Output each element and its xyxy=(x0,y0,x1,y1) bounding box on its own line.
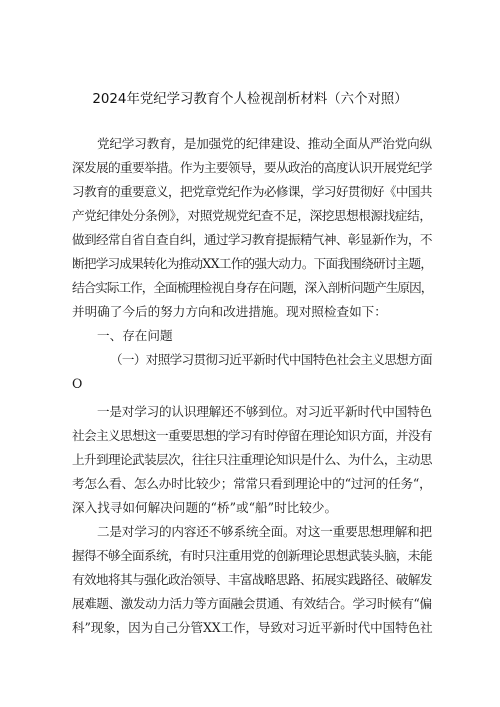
paragraph-line: 结合实际工作，全面梳理检视自身存在问题，深入剖析问题产生原因， xyxy=(72,280,433,295)
paragraph-line: 社会主义思想这一重要思想的学习有时停留在理论知识方面，并没有 xyxy=(72,428,432,443)
paragraph-line: 做到经常自省自查自纠，通过学习教育提振精气神、彰显新作为，不 xyxy=(72,232,432,247)
paragraph-line: 上升到理论武装层次，往往只注重理论知识是什么、为什么，主动思 xyxy=(72,452,432,467)
paragraph-line: 科”现象，因为自己分管XX工作，导致对习近平新时代中国特色社 xyxy=(72,620,433,635)
paragraph-line: 党纪学习教育，是加强党的纪律建设、推动全面从严治党向纵 xyxy=(97,136,432,151)
paragraph-line: 习教育的重要意义，把党章党纪作为必修课，学习好贯彻好《中国共 xyxy=(72,184,432,199)
paragraph-line: 断把学习成果转化为推动XX工作的强大动力。下面我围绕研讨主题， xyxy=(72,256,433,271)
paragraph-line: 产党纪律处分条例》，对照党规党纪查不足，深挖思想根源找症结， xyxy=(72,208,432,223)
paragraph-line: 二是对学习的内容还不够系统全面。对这一重要思想理解和把 xyxy=(97,524,432,539)
paragraph-line: 有效地将其与强化政治领导、丰富战略思路、拓展实践路径、破解发 xyxy=(72,572,432,587)
paragraph-line: 握得不够全面系统，有时只注重用党的创新理论思想武装头脑，未能 xyxy=(72,548,432,563)
subsection-heading: （一）对照学习贯彻习近平新时代中国特色社会主义思想方面 xyxy=(110,352,432,367)
paragraph-line: 深入找寻如何解决问题的“桥”或“船”时比较少。 xyxy=(72,500,338,515)
paragraph-line: 并明确了今后的努力方向和改进措施。现对照检查如下： xyxy=(72,304,387,319)
paragraph-line: 考怎么看、怎么办时比较少；常常只看到理论中的“过河的任务“， xyxy=(72,476,432,491)
paragraph-line: 一是对学习的认识理解还不够到位。对习近平新时代中国特色 xyxy=(97,404,432,419)
subsection-heading-continuation: O xyxy=(72,376,83,391)
section-heading: 一、存在问题 xyxy=(97,328,173,343)
document-title: 2024年党纪学习教育个人检视剖析材料（六个对照） xyxy=(92,92,408,107)
paragraph-line: 深发展的重要举措。作为主要领导，要从政治的高度认识开展党纪学 xyxy=(72,160,432,175)
paragraph-line: 展难题、激发动力活力等方面融会贯通、有效结合。学习时候有“偏 xyxy=(72,596,432,611)
